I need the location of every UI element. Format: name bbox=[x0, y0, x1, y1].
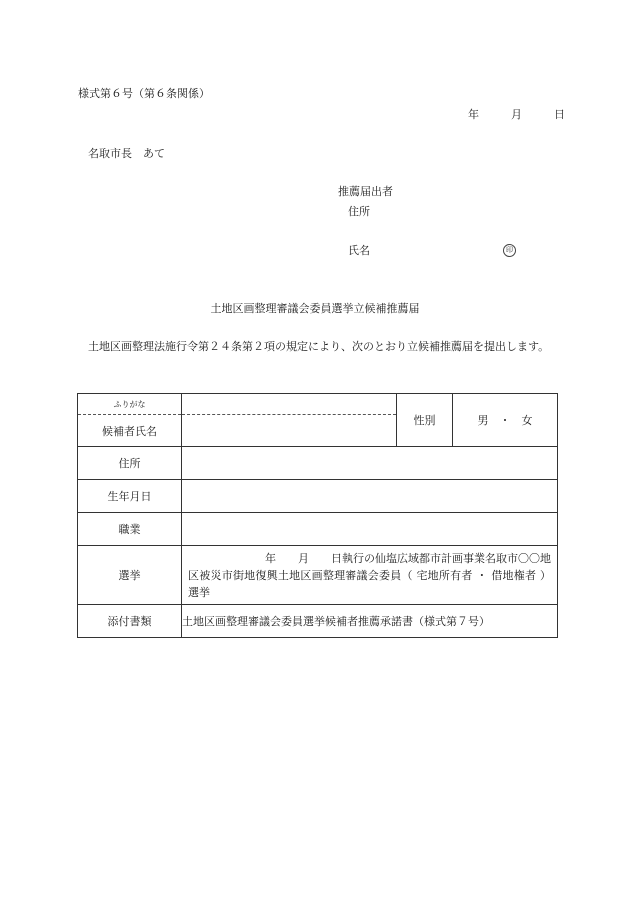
applicant-name-label: 氏名 bbox=[348, 244, 370, 257]
applicant-title: 推薦届出者 bbox=[338, 185, 393, 198]
date-year: 年 bbox=[468, 108, 479, 121]
occupation-label: 職業 bbox=[78, 513, 182, 546]
addressee: 名取市長 あて bbox=[88, 147, 165, 160]
date-month: 月 bbox=[511, 108, 522, 121]
date-line bbox=[468, 106, 565, 122]
birthdate-input[interactable] bbox=[182, 480, 558, 513]
birthdate-label: 生年月日 bbox=[78, 480, 182, 513]
document-title: 土地区画整理審議会委員選挙立候補推薦届 bbox=[210, 302, 420, 315]
gender-label: 性別 bbox=[397, 394, 453, 447]
seal-icon: 印 bbox=[503, 244, 516, 257]
attachment-value: 土地区画整理審議会委員選挙候補者推薦承諾書（様式第７号） bbox=[182, 605, 558, 638]
body-text: 土地区画整理法施行令第２４条第２項の規定により、次のとおり立候補推薦届を提出します。 bbox=[88, 340, 550, 353]
furigana-label: ふりがな bbox=[78, 394, 182, 415]
attachment-label: 添付書類 bbox=[78, 605, 182, 638]
form-number: 様式第６号（第６条関係） bbox=[78, 87, 210, 100]
address-row bbox=[78, 447, 558, 480]
candidate-name-label: 候補者氏名 bbox=[78, 415, 182, 447]
attachment-row bbox=[78, 605, 558, 638]
candidate-name-input[interactable] bbox=[182, 415, 397, 447]
gender-options[interactable]: 男 ・ 女 bbox=[453, 394, 558, 447]
election-text: 年 月 日執行の仙塩広域都市計画事業名取市〇〇地区被災市街地復興土地区画整理審議会委員（ 宅地所有者 ・ 借地権者 ）選挙 bbox=[188, 551, 551, 599]
address-label: 住所 bbox=[78, 447, 182, 480]
applicant-address-label: 住所 bbox=[348, 205, 370, 218]
election-row bbox=[78, 546, 558, 605]
election-label: 選挙 bbox=[78, 546, 182, 605]
occupation-input[interactable] bbox=[182, 513, 558, 546]
election-cell bbox=[182, 546, 558, 605]
occupation-row bbox=[78, 513, 558, 546]
date-day: 日 bbox=[554, 108, 565, 121]
seal-mark bbox=[503, 242, 516, 257]
furigana-row bbox=[78, 394, 558, 415]
furigana-input[interactable] bbox=[182, 394, 397, 415]
candidate-form-table bbox=[77, 393, 558, 638]
birthdate-row bbox=[78, 480, 558, 513]
address-input[interactable] bbox=[182, 447, 558, 480]
